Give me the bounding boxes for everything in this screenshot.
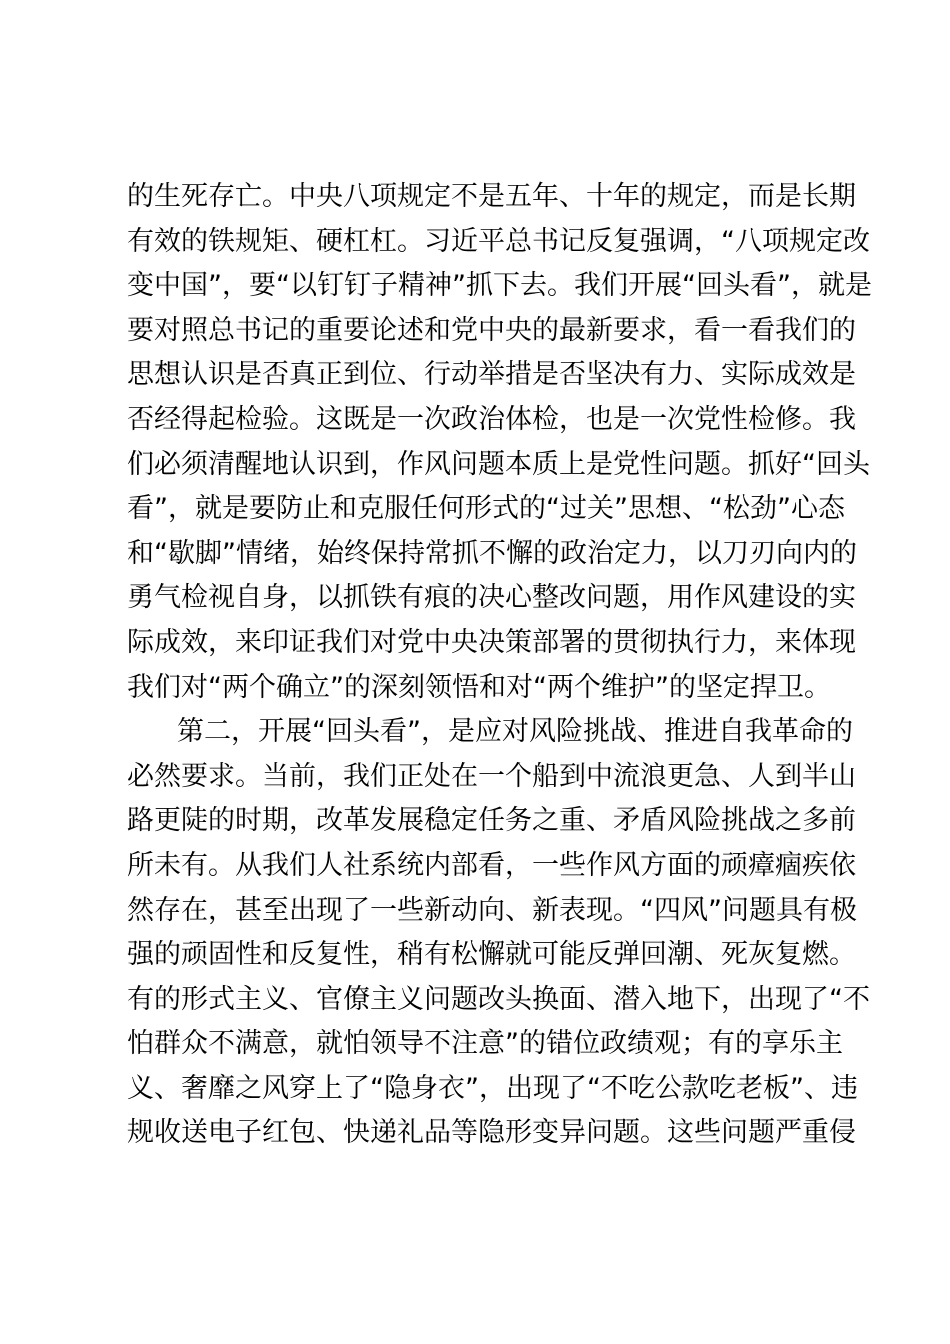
text-line: 怕群众不满意，就怕领导不注意”的错位政绩观；有的享乐主 [127, 1028, 843, 1060]
text-line: 和“歇脚”情绪，始终保持常抓不懈的政治定力，以刀刃向内的 [127, 537, 857, 569]
text-line: 勇气检视自身，以抓铁有痕的决心整改问题，用作风建设的实 [127, 582, 856, 614]
text-line: 所未有。从我们人社系统内部看，一些作风方面的顽瘴痼疾依 [127, 849, 856, 881]
text-line: 有的形式主义、官僚主义问题改头换面、潜入地下，出现了“不 [127, 983, 870, 1015]
text-line: 有效的铁规矩、硬杠杠。习近平总书记反复强调，“八项规定改 [127, 225, 870, 257]
text-line: 的生死存亡。中央八项规定不是五年、十年的规定，而是长期 [127, 181, 856, 212]
text-line: 变中国”，要“以钉钉子精神”抓下去。我们开展“回头看”，就是 [127, 270, 872, 302]
text-line: 我们对“两个确立”的深刻领悟和对“两个维护”的坚定捍卫。 [127, 671, 831, 703]
text-line: 然存在，甚至出现了一些新动向、新表现。“四风”问题具有极 [127, 894, 857, 926]
text-line: 要对照总书记的重要论述和党中央的最新要求，看一看我们的 [127, 314, 856, 346]
paragraph-2 [127, 710, 870, 1156]
text-line: 思想认识是否真正到位、行动举措是否坚决有力、实际成效是 [127, 359, 856, 391]
text-line: 们必须清醒地认识到，作风问题本质上是党性问题。抓好“回头 [127, 448, 870, 480]
text-line: 路更陡的时期，改革发展稳定任务之重、矛盾风险挑战之多前 [127, 805, 856, 837]
body-text [127, 175, 872, 1156]
text-line: 强的顽固性和反复性，稍有松懈就可能反弹回潮、死灰复燃。 [127, 939, 856, 971]
text-line: 际成效，来印证我们对党中央决策部署的贯彻执行力，来体现 [127, 626, 856, 658]
text-line: 义、奢靡之风穿上了“隐身衣”，出现了“不吃公款吃老板”、违 [127, 1072, 858, 1104]
text-line: 规收送电子红包、快递礼品等隐形变异问题。这些问题严重侵 [127, 1117, 856, 1149]
text-line: 看”，就是要防止和克服任何形式的“过关”思想、“松劲”心态 [127, 493, 845, 525]
text-line: 第二，开展“回头看”，是应对风险挑战、推进自我革命的 [177, 716, 853, 748]
paragraph-1 [127, 175, 872, 710]
text-line: 否经得起检验。这既是一次政治体检，也是一次党性检修。我 [127, 403, 856, 435]
text-line: 必然要求。当前，我们正处在一个船到中流浪更急、人到半山 [127, 760, 856, 792]
